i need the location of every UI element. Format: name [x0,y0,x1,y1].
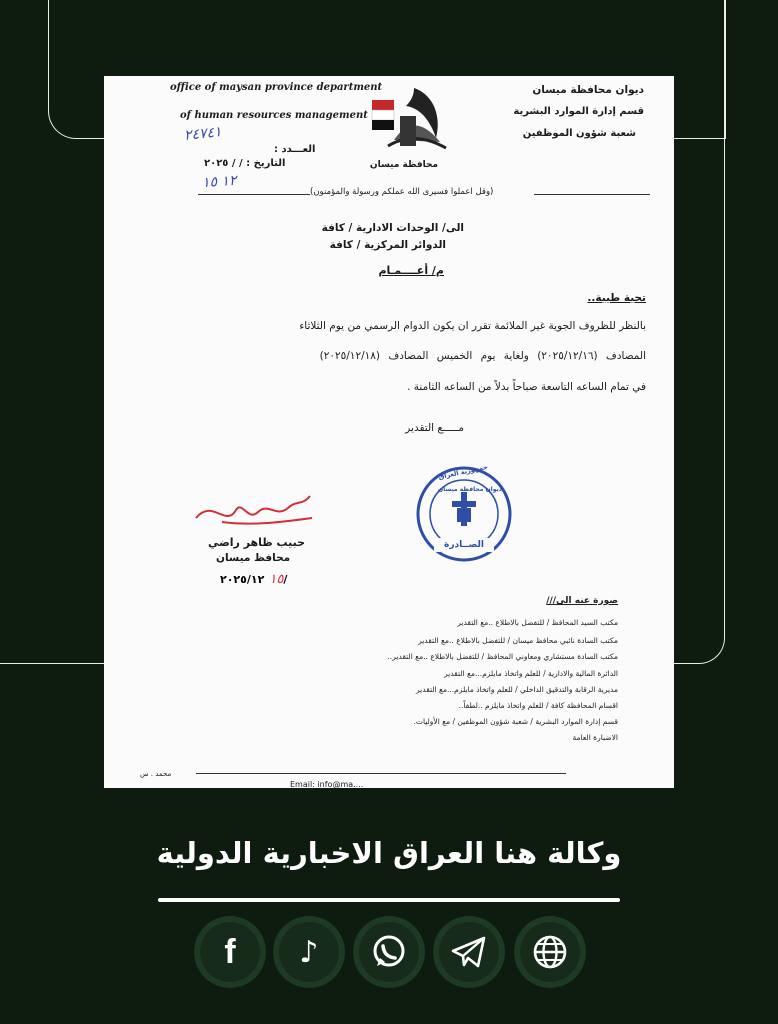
quran-verse: (وقل اعملوا فسيرى الله عملكم ورسولة والمؤمنون) [310,187,494,197]
footer-email: Email: info@ma.... [290,780,364,788]
globe-glyph [530,932,570,972]
website-icon[interactable] [514,916,586,988]
signatory-name: حبيب ظاهر راضي [208,536,306,549]
handwritten-date: ١٢ ١٥ [201,172,238,192]
cc-item: اقسام المحافظة كافة / للعلم واتخاذ مايلزم ..لطفاً.. [458,701,618,710]
footer-initials: محمد . س [140,770,172,778]
tiktok-glyph: ♪ [299,934,319,970]
handwritten-number: ٢٤٧٤١ [183,124,223,144]
tiktok-icon[interactable] [273,916,345,988]
title-underline [158,898,620,902]
official-letter [104,76,674,788]
header-rule-right [534,194,650,195]
footer-rule [196,773,566,774]
body-line2: المصادف (٢٠٢٥/١٢/١٦) ولغاية يوم الخميس المصادف (٢٠٢٥/١٢/١٨) [319,350,646,362]
addressee-line2: الدوائر المركزية / كافة [329,239,446,251]
date-label: التاريخ : / / ٢٠٢٥ [204,158,286,169]
signatory-title: محافظ ميسان [216,552,291,564]
cc-item: مديرية الرقابة والتدقيق الداخلي / للعلم واتخاذ مايلزم...مع التقدير [416,685,618,694]
whatsapp-icon[interactable] [353,916,425,988]
subject: م/ أعــــمـام [378,264,444,277]
cc-item: مكتب السادة مستشاري ومعاوني المحافظ / للتفضل بالاطلاع ..مع التقدير.. [387,652,618,661]
number-label: العـــدد : [274,144,316,155]
handwritten-signature [192,488,318,534]
greeting: تحية طيبة.. [587,292,646,304]
maysan-logo [354,80,464,176]
letterhead-ar-line3: شعبة شؤون الموظفين [522,128,636,139]
facebook-icon[interactable] [194,916,266,988]
cc-item: الاضبارة العامة [572,733,618,742]
letterhead-ar-line1: ديوان محافظة ميسان [532,84,644,96]
whatsapp-glyph [369,932,409,972]
logo-caption: محافظة ميسان [369,160,439,170]
cc-item: قسم إدارة الموارد البشرية / شعبة شؤون الموظفين / مع الأوليات. [413,717,618,726]
cc-item: مكتب السادة نائبي محافظ ميسان / للتفضل بالاطلاع ..مع التقدير [418,636,618,645]
cc-item: الدائرة المالية والادارية / للعلم واتخاذ مايلزم...مع التقدير [444,669,618,678]
letterhead-ar-line2: قسم إدارة الموارد البشرية [513,106,644,117]
addressee-line1: الى/ الوحدات الادارية / كافة [321,222,464,234]
stamp-inner-text: ديوان محافظة ميسان [438,486,502,493]
signatory-date: ٢٠٢٥/١٢/ [220,573,288,586]
regards: مـــــع التقدير [405,422,464,434]
agency-title: وكالة هنا العراق الاخبارية الدولية [156,836,622,870]
stamp-top-text: جمهورية العراق [437,462,489,482]
stamp-bottom-text: الصــادرة [444,540,484,550]
official-stamp [414,464,514,564]
letterhead-en-line1: office of maysan province department [170,82,383,93]
body-line1: بالنظر للظروف الجوية غير الملائمة تقرر ان يكون الدوام الرسمي من يوم الثلاثاء [299,320,646,332]
telegram-glyph [449,932,489,972]
cc-item: مكتب السيد المحافظ / للتفضل بالاطلاع ..مع التقدير [457,618,618,627]
facebook-glyph: f [224,932,236,971]
letterhead-en-line2: of human resources management [180,110,368,121]
signatory-date-block [220,568,287,587]
telegram-icon[interactable] [433,916,505,988]
signatory-hand-day: ١٥ [269,572,284,587]
body-line3: في تمام الساعه التاسعة صباحاً بدلاً من الساعه الثامنة . [407,381,646,393]
header-rule-left [198,194,310,195]
cc-heading: صورة عنه الى/// [546,596,618,606]
